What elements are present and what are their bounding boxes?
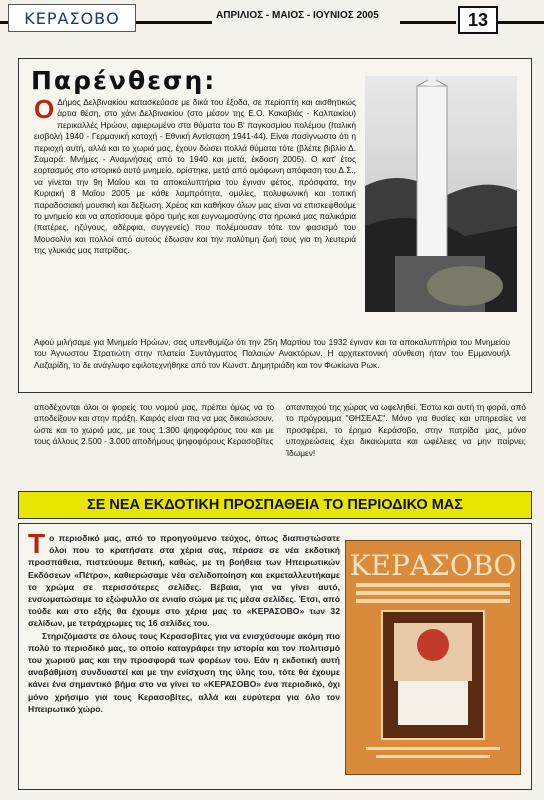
- magazine-cover-image: [345, 540, 521, 775]
- article2-paragraph-2: Στηριζόμαστε σε όλους τους Κερασοβίτες για να ενισχύσουμε ακόμη πιο πολύ το περιοδικό μας, το οποίο καταγράφει την ιστορία και τον πολιτισμό του χωριού μας και την προσφορά των φορέων του. Εάν η εκδοτική αυτή αναβάθμιση συνδυαστεί και με την ενίσχυση της ύλης του, τότε θα έχουμε κάνει ένα σημαντικό βήμα στο να γίνει το «ΚΕΡΑΣΟΒΟ» ένα περιοδικό, όχι μόνο χρήσιμο για τους Κερασοβίτες, αλλά και ευρύτερα για όλο τον Ηπειρωτικό χώρο.: [28, 630, 340, 714]
- header-rule-mid: [136, 21, 212, 24]
- cover-title: ΚΕΡΑΣΟΒΟ: [349, 549, 517, 582]
- article-title: Παρένθεση:: [31, 66, 217, 95]
- header-rule-end: [498, 21, 544, 24]
- article-body-wide: Αφού μιλήσαμε για Μνημείο Ηρώων, σας υπενθυμίζω ότι την 25η Μαρτίου του 1932 έγιναν και τα αποκαλυπτήρια του Μνημείου του Άγνωστου Στρατιώτη στην πλατεία Συντάγματος Παλαιών Ανακτόρων. Η αρχιτεκτονική σύνθεση ήταν του Εμμανουήλ Λαζαρίδη, το δε ανάγλυφο εφιλοτεχνήθηκε από τον Κωνστ. Δημητριάδη και τον Φωκίωνα Ρωκ.: [34, 337, 510, 370]
- drop-cap-2: Τ: [28, 528, 46, 559]
- monument-photo-graphic: [365, 76, 517, 312]
- article2-paragraph-1: ο περιοδικό μας, από το προηγούμενο τεύχος, όπως διαπιστώσατε όλοι που το κρατήσατε στα χέρια σας, πέρασε σε νέα εκδοτική προσπάθεια, πιστεύουμε θετική, καθώς, με τη βοήθεια των Ηπειρωτικών Εκδόσεων «Πέτρο», καθιερώσαμε νέα σελιδοποίηση και εκμεταλλευτήκαμε το χρώμα σε περισσότερες σελίδες. Βέβαια, για να γίνει αυτό, ενσωματώσαμε το εξώφυλλο σε ενιαίο σώμα με τις μέσα σελίδες. Έτσι, από τούδε και στο εξής θα έχουμε στο χέρια μας το «ΚΕΡΑΣΟΒΟ» των 32 σελίδων, με τετράχρωμες τις 16 σελίδες του.: [28, 533, 340, 629]
- article-body: [34, 94, 356, 257]
- article2-body: [28, 528, 340, 715]
- monument-photo: [365, 76, 517, 312]
- continuation-right-column: απανταχού της χώρας να ωφεληθεί. Έστω και αυτή τη φορά, από το πρόγραμμα "ΘΗΣΕΑΣ". Μόνο για θυσίες και υπηρεσίες να προσφέρει, το έρημο Κεράσοβο, στην πατρίδα μας, μόνο υποχρεώσεις έχει δικαιώματα και ωφέλειες να μην παίρνει; Ίδωμεν!: [286, 402, 526, 458]
- issue-date: ΑΠΡΙΛΙΟΣ - ΜΑΙΟΣ - ΙΟΥΝΙΟΣ 2005: [216, 10, 379, 21]
- magazine-brand: ΚΕΡΑΣΟΒΟ: [8, 4, 136, 32]
- drop-cap: Ο: [34, 94, 55, 124]
- continuation-left-column: αποδέχονται όλοι οι φορείς του νομού μας, πρέπει όμως να το αποδείξουν και στην πράξη. Καιρός είναι πια να μας δικαιώσουν, ώστε και το χωριό μας, με τους 1.300 ψηφοφόρους του και με τους άλλους 2.500 - 3.000 αποδήμους ψηφοφόρους Κερασοβίτες: [34, 402, 274, 447]
- page-number: 13: [458, 6, 498, 34]
- header-rule-right: [400, 21, 456, 24]
- header-rule-left: [0, 21, 8, 24]
- magazine-cover-graphic: [346, 541, 520, 774]
- section-banner: ΣΕ ΝΕΑ ΕΚΔΟΤΙΚΗ ΠΡΟΣΠΑΘΕΙΑ ΤΟ ΠΕΡΙΟΔΙΚΟ ΜΑΣ: [18, 491, 532, 519]
- article-paragraph: Δήμος Δελβινακίου κατασκεύασε με δικά του έξοδα, σε περίοπτη και αισθητικώς άρτια θέση, στο χάνι Δελβινακίου (στο μέσον της Ε.Ο. Κακαβιάς - Καλπακίου) περικαλλές Ηρώον, αφιερωμένο στα θύματα του Β' παγκοσμίου πολέμου (Ιταλική εισβολή 1940 - Γερμανική κατοχή - Εθνική Αντίσταση 1941-44). Είναι πασίγνωστο ότι η περιοχή αυτή, αλλά και το χωριό μας, έχουν δώσει πολλά θύματα τότε (βλέπε βιβλίο Δ. Σαμαρά: Μνήμες - Αναμνήσεις από το 1940 και μετά, έκδοση 2005). Ο κατ' έτος εορτασμός στο ιστορικό αυτό μνημείο, ορίστηκε, μετά από ομόφωνη απόφαση του Δ.Σ., να γίνεται την 9η Μαΐου και τα αποκαλυπτήρια του έγιναν φέτος, πρόσφατα, την Κυριακή 8 Μαΐου 2005 με κάθε λαμπρότητα, ομιλίες, πολυφωνική και τοπική παραδοσιακή μουσική και δεξίωση. Χρέος και καθήκον όλων μας είναι να επισκεφθούμε το μνημείο και να αποτίσουμε φόρο τιμής και ευγνωμοσύνης στα ηρωικά μας παλικάρια (πατέρες, ηζύγους, αδέρφια, συγγενείς) που πολέμουσαν τότε τον φασισμό του Μουσολίνι και πολλοί από αυτούς έδωσαν και την πολύτιμη ζωή τους για τη λευτεριά της γλυκιάς μας πατρίδας.: [34, 97, 356, 256]
